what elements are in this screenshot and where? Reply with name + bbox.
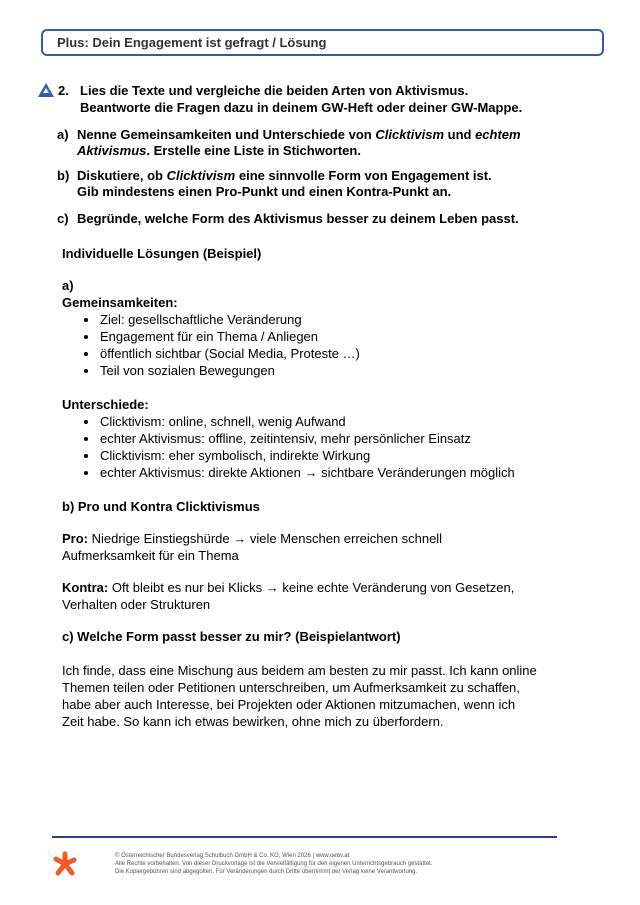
footer-legal <box>115 852 433 876</box>
diff-list <box>62 413 582 481</box>
subtask-letter: b) <box>57 168 70 183</box>
answer-line: Themen teilen oder Petitionen unterschreiben, um Aufmerksamkeit zu schaffen, <box>62 680 520 695</box>
answer-line: Ich finde, dass eine Mischung aus beidem am besten zu mir passt. Ich kann online <box>62 663 537 678</box>
page-header <box>41 29 604 56</box>
subtask-letter: c) <box>57 211 69 226</box>
oebv-logo-icon <box>52 851 78 877</box>
task-line-2: Beantworte die Fragen dazu in deinem GW-Heft oder deiner GW-Mappe. <box>80 100 523 115</box>
list-item: Teil von sozialen Bewegungen <box>62 362 582 379</box>
page-title: Plus: Dein Engagement ist gefragt / Lösung <box>57 35 327 50</box>
pro-paragraph <box>62 530 582 564</box>
common-list <box>62 311 582 379</box>
subtask-a-line-1: Nenne Gemeinsamkeiten und Unterschiede von Clicktivism und echtem <box>77 127 521 142</box>
subtask-c-line-1: Begründe, welche Form des Aktivismus besser zu deinem Leben passt. <box>77 211 519 226</box>
subtask-b-line-1: Diskutiere, ob Clicktivism eine sinnvolle Form von Engagement ist. <box>77 168 492 183</box>
subtask-b-line-2: Gib mindestens einen Pro-Punkt und einen Kontra-Punkt an. <box>77 184 452 199</box>
footer-line: Alle Rechte vorbehalten. Von dieser Druckvorlage ist die Vervielfältigung für den eigenen Unterrichtsgebrauch gestattet. <box>115 861 433 867</box>
list-item: echter Aktivismus: direkte Aktionen → sichtbare Veränderungen möglich <box>62 464 582 481</box>
list-item: Clicktivism: eher symbolisch, indirekte Wirkung <box>62 447 582 464</box>
diff-heading: Unterschiede: <box>62 397 149 412</box>
list-item: echter Aktivismus: offline, zeitintensiv, mehr persönlicher Einsatz <box>62 430 582 447</box>
solution-c-answer <box>62 662 582 730</box>
contra-text-2: Verhalten oder Strukturen <box>62 597 211 612</box>
subtask-a <box>57 127 521 159</box>
subtask-c <box>57 211 519 227</box>
list-item: Engagement für ein Thema / Anliegen <box>62 328 582 345</box>
answer-line: Zeit habe. So kann ich etwas bewirken, ohne mich zu überfordern. <box>62 714 444 729</box>
subtask-b <box>57 168 492 200</box>
list-item: Clicktivism: online, schnell, wenig Aufwand <box>62 413 582 430</box>
triangle-icon <box>38 83 54 97</box>
solution-heading: Individuelle Lösungen (Beispiel) <box>62 246 262 261</box>
contra-text: Oft bleibt es nur bei Klicks → keine echte Veränderung von Gesetzen, <box>108 580 515 595</box>
footer-line: © Österreichischer Bundesverlag Schulbuch GmbH & Co. KG, Wien 2026 | www.oebv.at <box>115 853 350 859</box>
subtask-a-line-2: Aktivismus. Erstelle eine Liste in Stichworten. <box>77 143 361 158</box>
footer-divider <box>52 836 557 838</box>
task-number: 2. <box>58 83 69 98</box>
pro-label: Pro: <box>62 531 88 546</box>
task-line-1: Lies die Texte und vergleiche die beiden Arten von Aktivismus. <box>80 83 469 98</box>
contra-label: Kontra: <box>62 580 109 595</box>
pro-text: Niedrige Einstiegshürde → viele Menschen erreichen schnell <box>88 531 443 546</box>
task-2 <box>38 82 598 116</box>
answer-line: habe aber auch Interesse, bei Projekten oder Aktionen mitzumachen, wenn ich <box>62 697 516 712</box>
solution-a-label: a) <box>62 278 74 293</box>
pro-text-2: Aufmerksamkeit für ein Thema <box>62 548 239 563</box>
common-heading: Gemeinsamkeiten: <box>62 295 178 310</box>
contra-paragraph <box>62 579 582 613</box>
solution-a-differences <box>62 396 582 481</box>
subtask-letter: a) <box>57 127 69 142</box>
list-item: Ziel: gesellschaftliche Veränderung <box>62 311 582 328</box>
solution-c-heading: c) Welche Form passt besser zu mir? (Beispielantwort) <box>62 629 401 644</box>
list-item: öffentlich sichtbar (Social Media, Proteste …) <box>62 345 582 362</box>
solution-b-heading: b) Pro und Kontra Clicktivismus <box>62 499 260 514</box>
solution-a <box>62 277 582 379</box>
footer-line: Die Kopiergebühren sind abgegolten. Für Veränderungen durch Dritte übernimmt der Verlag keine Verantwortung. <box>115 869 418 875</box>
